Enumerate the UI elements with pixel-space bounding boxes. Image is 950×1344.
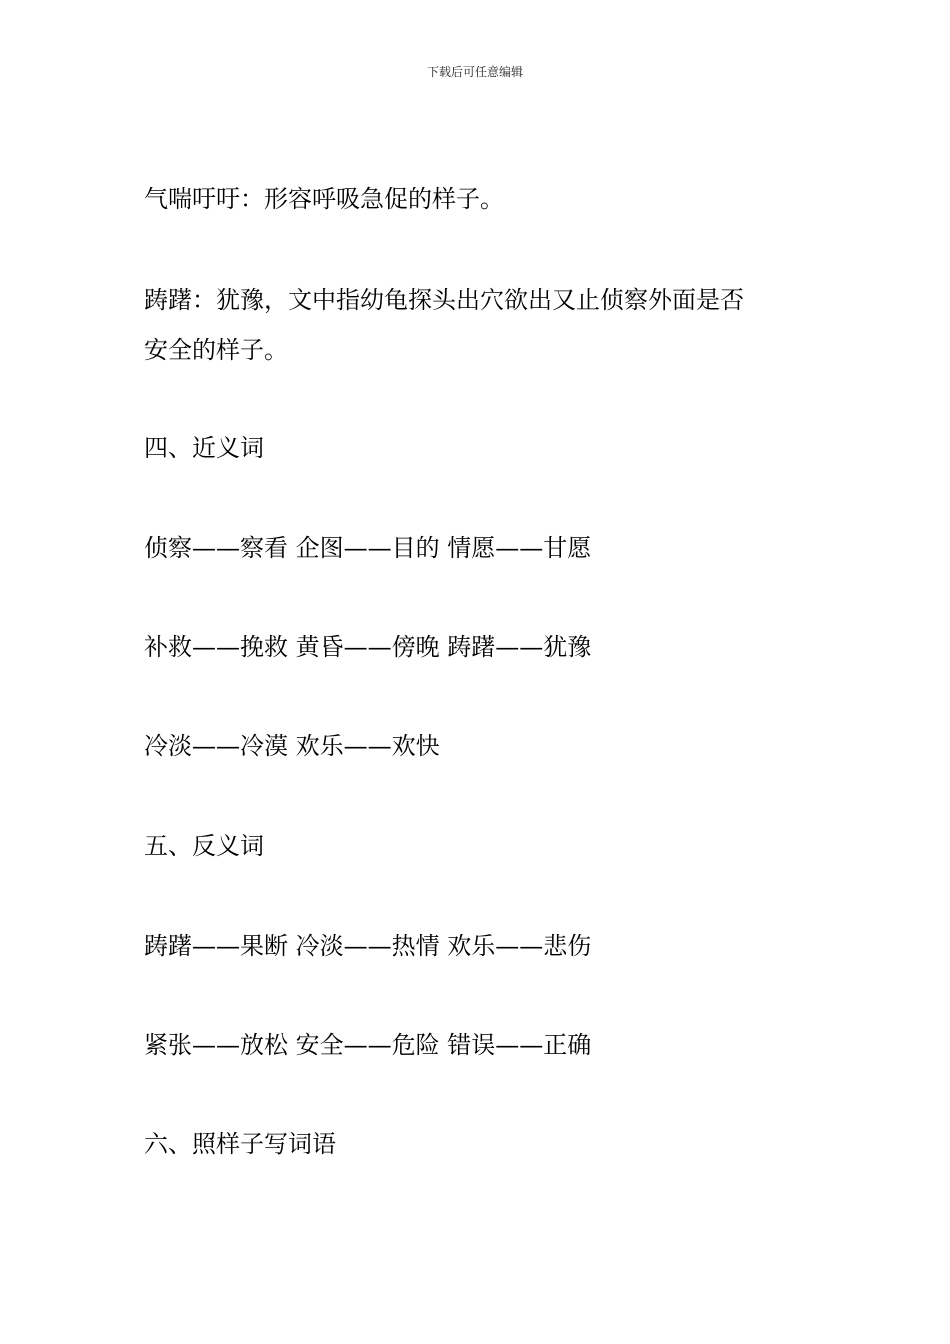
- antonyms-row-2: 紧张——放松 安全——危险 错误——正确: [144, 1031, 592, 1059]
- section-heading-antonyms: 五、反义词: [144, 832, 264, 860]
- antonyms-row-1: 踌躇——果断 冷淡——热情 欢乐——悲伤: [144, 932, 592, 960]
- page-header: 下载后可任意编辑: [426, 65, 523, 79]
- definition-chouchu-line1: 踌躇：犹豫，文中指幼龟探头出穴欲出又止侦察外面是否: [144, 286, 744, 314]
- section-heading-write-words: 六、照样子写词语: [144, 1130, 336, 1158]
- definition-chouchu-line2: 安全的样子。: [144, 336, 288, 364]
- section-heading-synonyms: 四、近义词: [144, 434, 264, 462]
- synonyms-row-1: 侦察——察看 企图——目的 情愿——甘愿: [144, 534, 592, 562]
- definition-qichuan: 气喘吁吁：形容呼吸急促的样子。: [144, 185, 504, 213]
- synonyms-row-2: 补救——挽救 黄昏——傍晚 踌躇——犹豫: [144, 633, 592, 661]
- synonyms-row-3: 冷淡——冷漠 欢乐——欢快: [144, 732, 440, 760]
